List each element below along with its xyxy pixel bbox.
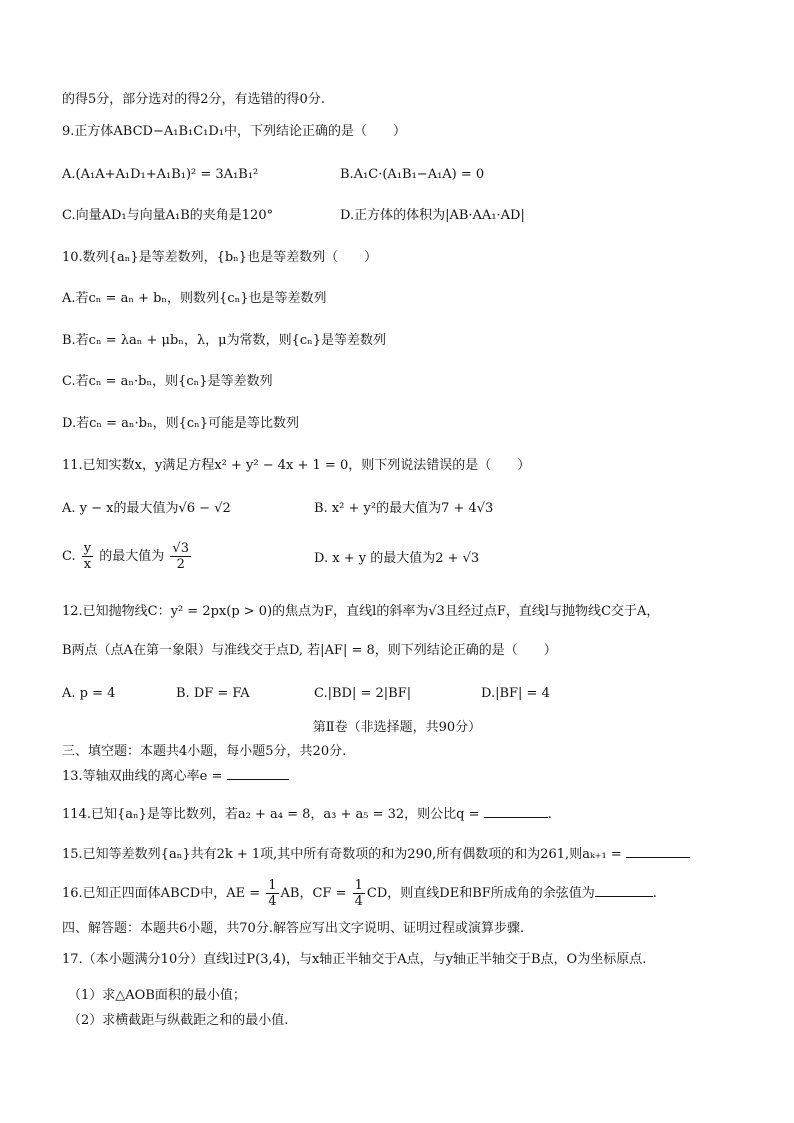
q16-text-3: CD，则直线DE和BF所成角的余弦值为	[366, 886, 595, 901]
q9-option-b: B.A₁C·(A₁B₁−A₁A) = 0	[340, 167, 485, 182]
q14-answer-blank	[484, 805, 548, 818]
q9-option-d: D.正方体的体积为|AB·AA₁·AD|	[340, 208, 525, 223]
q10-option-c: C.若cₙ = aₙ·bₙ，则{cₙ}是等差数列	[62, 374, 273, 389]
q13-text: 13.等轴双曲线的离心率e =	[62, 769, 227, 784]
question-13	[62, 767, 289, 787]
q12-option-b: B. DF = FA	[176, 686, 250, 701]
q12-option-c: C.|BD| = 2|BF|	[314, 686, 412, 701]
q16-fraction-1-denominator: 4	[268, 894, 277, 909]
question-17: 17.（本小题满分10分）直线l过P(3,4)，与x轴正半轴交于A点，与y轴正半轴交于B点，O为坐标原点.	[62, 952, 647, 967]
q10-option-d: D.若cₙ = aₙ·bₙ，则{cₙ}可能是等比数列	[62, 416, 300, 431]
question-9: 9.正方体ABCD−A₁B₁C₁D₁中，下列结论正确的是（ ）	[62, 124, 407, 139]
q17-part-2: （2）求横截距与纵截距之和的最小值.	[68, 1013, 289, 1028]
question-15	[62, 845, 690, 865]
section-3-heading: 三、填空题：本题共4小题，每小题5分，共20分.	[62, 744, 347, 759]
q11c-value-fraction	[170, 541, 191, 572]
part-2-heading: 第Ⅱ卷（非选择题，共90分）	[312, 720, 482, 735]
q10-option-a: A.若cₙ = aₙ + bₙ，则数列{cₙ}也是等差数列	[62, 291, 327, 306]
q11-option-a: A. y − x的最大值为√6 − √2	[62, 501, 231, 516]
q15-answer-blank	[626, 845, 690, 858]
q12-option-d: D.|BF| = 4	[481, 686, 550, 701]
q11-option-c	[62, 541, 193, 573]
q11c-text: 的最大值为	[99, 549, 165, 564]
q10-option-b: B.若cₙ = λaₙ + μbₙ，λ，μ为常数，则{cₙ}是等差数列	[62, 333, 387, 348]
q16-period: .	[652, 886, 657, 901]
q14-period: .	[547, 807, 552, 822]
q16-fraction-2-numerator: 1	[354, 878, 363, 893]
question-16	[62, 878, 657, 910]
q11-option-d: D. x + y 的最大值为2 + √3	[314, 551, 480, 566]
q11c-fraction-numerator: y	[83, 541, 92, 556]
q16-fraction-2	[353, 878, 365, 909]
q16-answer-blank	[595, 884, 653, 897]
q11c-fraction	[82, 541, 93, 572]
q14-text: 114.已知{aₙ}是等比数列，若a₂ + a₄ = 8，a₃ + a₅ = 32，则公比q =	[62, 807, 484, 822]
q11c-fraction-denominator: x	[83, 557, 92, 572]
question-12-line-2: B两点（点A在第一象限）与准线交于点D, 若|AF| = 8，则下列结论正确的是（ ）	[62, 643, 557, 658]
q9-option-a: A.(A₁A+A₁D₁+A₁B₁)² = 3A₁B₁²	[62, 167, 259, 182]
q13-answer-blank	[227, 767, 289, 780]
q11c-value-denominator: 2	[176, 557, 185, 572]
q11c-value-numerator: √3	[172, 541, 189, 556]
question-12-line-1: 12.已知抛物线C：y² = 2px(p > 0)的焦点为F，直线l的斜率为√3且经过点F，直线l与抛物线C交于A，	[62, 604, 660, 619]
q17-part-1: （1）求△AOB面积的最小值；	[68, 988, 246, 1003]
q15-text: 15.已知等差数列{aₙ}共有2k + 1项,其中所有奇数项的和为290,所有偶数项的和为261,则aₖ₊₁ =	[62, 847, 626, 862]
q9-option-c: C.向量AD₁与向量A₁B的夹角是120°	[62, 208, 274, 223]
q16-fraction-2-denominator: 4	[354, 894, 363, 909]
scoring-note: 的得5分，部分选对的得2分，有选错的得0分.	[62, 92, 325, 107]
q11-option-b: B. x² + y²的最大值为7 + 4√3	[314, 501, 494, 516]
q16-fraction-1	[266, 878, 278, 909]
q16-text-2: AB，CF =	[280, 886, 351, 901]
q12-option-a: A. p = 4	[62, 686, 116, 701]
question-11: 11.已知实数x，y满足方程x² + y² − 4x + 1 = 0，则下列说法错误的是（ ）	[62, 458, 531, 473]
question-14	[62, 805, 552, 825]
q16-fraction-1-numerator: 1	[268, 878, 277, 893]
q16-text-1: 16.已知正四面体ABCD中，AE =	[62, 886, 265, 901]
q11c-label: C.	[62, 549, 76, 564]
section-4-heading: 四、解答题：本题共6小题，共70分.解答应写出文字说明、证明过程或演算步骤.	[62, 921, 525, 936]
question-10: 10.数列{aₙ}是等差数列，{bₙ}也是等差数列（ ）	[62, 250, 378, 265]
